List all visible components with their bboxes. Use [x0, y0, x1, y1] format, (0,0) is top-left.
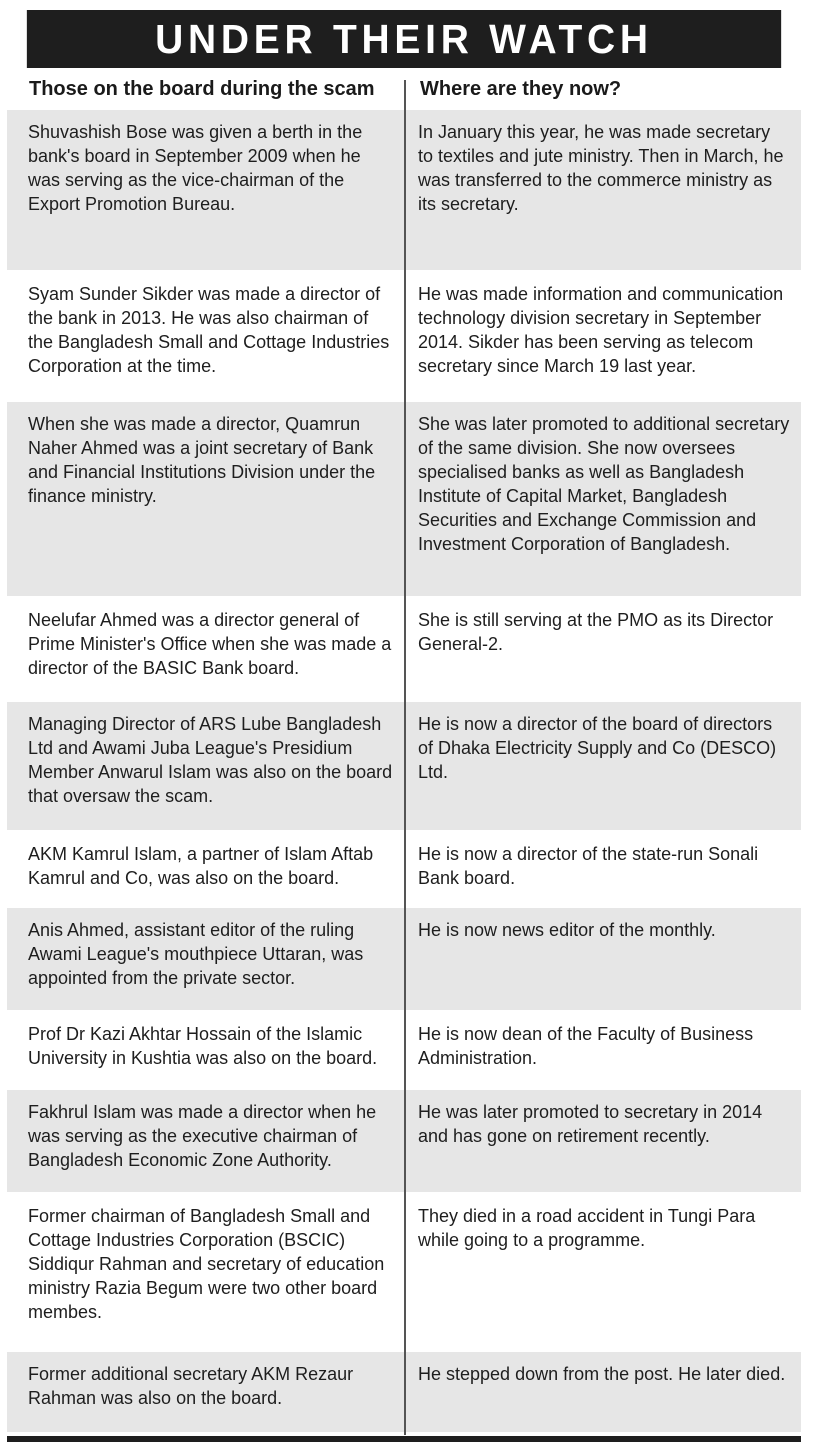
- current-status-cell: They died in a road accident in Tungi Para while going to a programme.: [418, 1206, 756, 1250]
- current-status-cell: In January this year, he was made secretary to textiles and jute ministry. Then in March, he was transferred to the commerce ministry as its secretary.: [418, 122, 784, 214]
- board-member-cell: Former chairman of Bangladesh Small and Cottage Industries Corporation (BSCIC) Siddiqur Rahman and secretary of education ministry Razia Begum were two other board membes.: [28, 1206, 385, 1322]
- current-status-cell: He was later promoted to secretary in 2014 and has gone on retirement recently.: [418, 1102, 763, 1146]
- board-member-cell: Fakhrul Islam was made a director when he was serving as the executive chairman of Bangladesh Economic Zone Authority.: [28, 1102, 377, 1170]
- board-member-cell: Anis Ahmed, assistant editor of the ruling Awami League's mouthpiece Uttaran, was appointed from the private sector.: [28, 920, 364, 988]
- right-column-header: Where are they now?: [420, 78, 622, 100]
- current-status-cell: She is still serving at the PMO as its Director General-2.: [418, 610, 774, 654]
- board-member-cell: Shuvashish Bose was given a berth in the bank's board in September 2009 when he was serving as the vice-chairman of the Export Promotion Bureau.: [28, 122, 363, 214]
- current-status-cell: He was made information and communication technology division secretary in September 2014. Sikder has been serving as telecom secretary since March 19 last year.: [418, 284, 784, 376]
- board-member-cell: Managing Director of ARS Lube Bangladesh Ltd and Awami Juba League's Presidium Member Anwarul Islam was also on the board that oversaw the scam.: [28, 714, 393, 806]
- board-member-cell: Former additional secretary AKM Rezaur Rahman was also on the board.: [28, 1364, 354, 1408]
- current-status-cell: He is now dean of the Faculty of Business Administration.: [418, 1024, 754, 1068]
- current-status-cell: She was later promoted to additional secretary of the same division. She now oversees specialised banks as well as Bangladesh Institute of Capital Market, Bangladesh Securities and Exchange Commission and Investment Corporation of Bangladesh.: [418, 414, 790, 554]
- left-column-header: Those on the board during the scam: [29, 78, 375, 100]
- current-status-cell: He is now news editor of the monthly.: [418, 920, 716, 940]
- board-member-cell: When she was made a director, Quamrun Naher Ahmed was a joint secretary of Bank and Financial Institutions Division under the finance ministry.: [28, 414, 376, 506]
- board-member-cell: Syam Sunder Sikder was made a director of the bank in 2013. He was also chairman of the Bangladesh Small and Cottage Industries Corporation at the time.: [28, 284, 390, 376]
- bottom-rule: [7, 1436, 801, 1442]
- page-title: UNDER THEIR WATCH: [27, 10, 781, 68]
- board-member-cell: AKM Kamrul Islam, a partner of Islam Aftab Kamrul and Co, was also on the board.: [28, 844, 374, 888]
- current-status-cell: He is now a director of the state-run Sonali Bank board.: [418, 844, 759, 888]
- column-divider: [404, 80, 406, 1435]
- current-status-cell: He stepped down from the post. He later died.: [418, 1364, 786, 1384]
- board-member-cell: Neelufar Ahmed was a director general of Prime Minister's Office when she was made a director of the BASIC Bank board.: [28, 610, 392, 678]
- current-status-cell: He is now a director of the board of directors of Dhaka Electricity Supply and Co (DESCO) Ltd.: [418, 714, 777, 782]
- board-member-cell: Prof Dr Kazi Akhtar Hossain of the Islamic University in Kushtia was also on the board.: [28, 1024, 378, 1068]
